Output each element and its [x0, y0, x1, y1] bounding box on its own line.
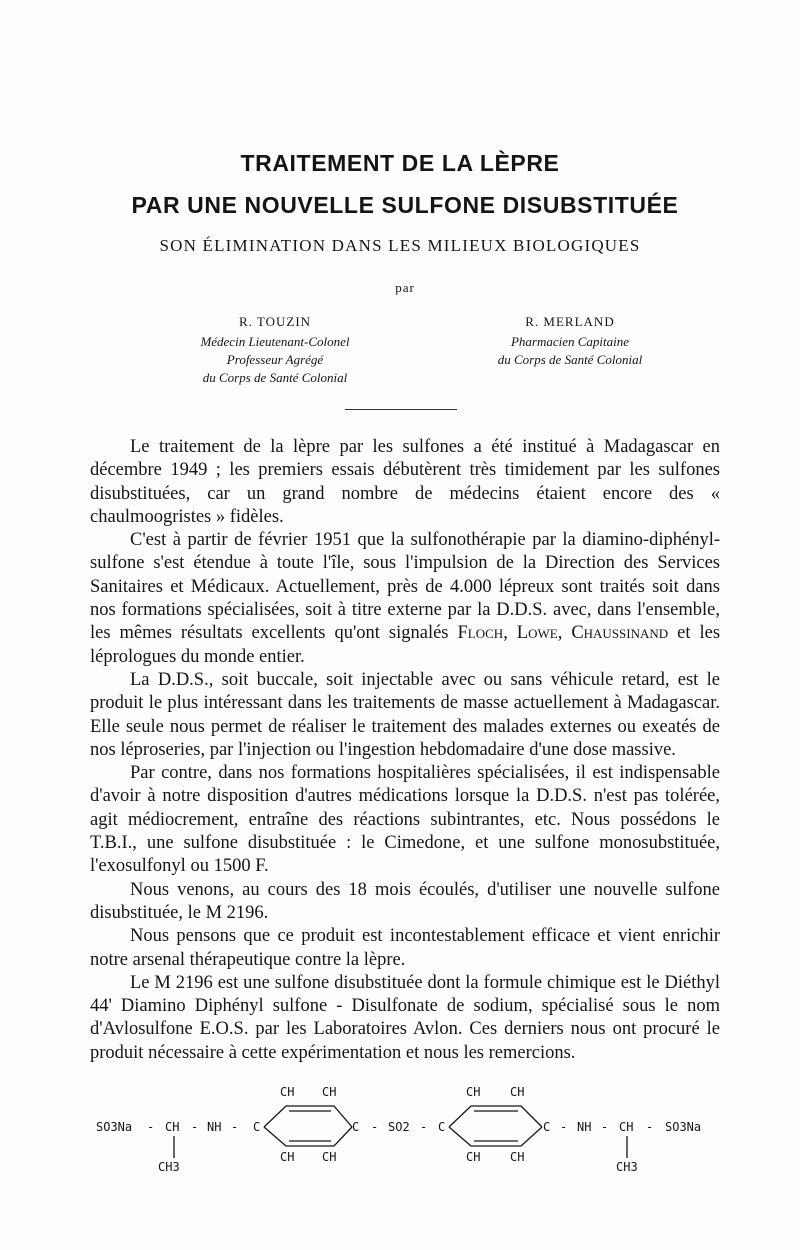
author-citation: Floch	[457, 623, 504, 644]
paragraph: Nous pensons que ce produit est incontestablement efficace et vient enrichir notre arsenal thérapeutique contre la lèpre.	[90, 926, 720, 970]
formula-dash: -	[601, 1120, 609, 1134]
author-role: du Corps de Santé Colonial	[202, 370, 348, 385]
formula-c: C	[253, 1120, 261, 1134]
paragraph-text: C'est à partir de février 1951 que la sulfonothérapie par la diamino-diphényl-sulfone s'est étendue à toute l'île, sous l'impulsion de la Direction des Services Sanitaires et Médicaux. Actuellement, près de 4.000 lépreux sont traités soit dans nos formations spécialisées, soit à titre externe par la D.D.S. avec, dans l'ensemble, les mêmes résultats excellents qu'ont signalés	[90, 530, 720, 644]
author-role: Professeur Agrégé	[226, 352, 324, 367]
paragraph: La D.D.S., soit buccale, soit injectable avec ou sans véhicule retard, est le produit le plus intéressant dans les traitements de masse actuellement à Madagascar. Elle seule nous permet de réaliser le traitement des malades externes ou exeatés de nos léproseries, par l'injection ou l'ingestion hebdomadaire d'une dose massive.	[90, 669, 720, 760]
formula-dash: -	[191, 1120, 199, 1134]
paragraph: Nous venons, au cours des 18 mois écoulés, d'utiliser une nouvelle sulfone disubstituée, le M 2196.	[90, 879, 720, 923]
formula-dash: -	[371, 1120, 379, 1134]
author-name: R. MERLAND	[525, 314, 615, 329]
author-citation: Chaussinand	[571, 623, 669, 644]
formula-so2: SO2	[388, 1120, 410, 1134]
author-role: du Corps de Santé Colonial	[497, 352, 643, 367]
formula-ch: CH	[165, 1120, 180, 1134]
formula-so3na-right: SO3Na	[665, 1120, 702, 1134]
formula-dash: -	[560, 1120, 568, 1134]
divider-rule	[345, 409, 457, 410]
title-line-2: PAR UNE NOUVELLE SULFONE DISUBSTITUÉE	[131, 192, 679, 218]
paragraph: C'est à partir de février 1951 que la sulfonothérapie par la diamino-diphényl-sulfone s'est étendue à toute l'île, sous l'impulsion de la Direction des Services Sanitaires et Médicaux. Actuellement, près de 4.000 lépreux sont traités soit dans nos formations spécialisées, soit à titre externe par la D.D.S. avec, dans l'ensemble, les mêmes résultats excellents qu'ont signalés Floch, Lowe, Chaussinand et les léprologues du monde entier.	[90, 530, 721, 667]
formula-dash: -	[147, 1120, 155, 1134]
title-line-1: TRAITEMENT DE LA LÈPRE	[240, 150, 560, 176]
by-line: par	[395, 280, 415, 295]
formula-ch: CH	[510, 1085, 525, 1099]
formula-dash: -	[646, 1120, 654, 1134]
formula-ch: CH	[322, 1085, 337, 1099]
paragraph-text: et les léprologues du monde entier.	[90, 623, 721, 667]
subtitle: SON ÉLIMINATION DANS LES MILIEUX BIOLOGIQUES	[159, 236, 641, 255]
article-body	[90, 436, 720, 1065]
author-citation: Lowe	[516, 623, 558, 644]
formula-ch3: CH3	[158, 1160, 180, 1174]
formula-ch: CH	[322, 1150, 337, 1164]
formula-c: C	[543, 1120, 551, 1134]
ring-bond	[449, 1106, 542, 1127]
formula-ch: CH	[466, 1085, 481, 1099]
formula-c: C	[352, 1120, 360, 1134]
ring-bond	[449, 1127, 542, 1146]
formula-ch: CH	[280, 1085, 295, 1099]
formula-ch: CH	[619, 1120, 634, 1134]
formula-dash: -	[420, 1120, 428, 1134]
author-role: Médecin Lieutenant-Colonel	[200, 334, 350, 349]
formula-ch: CH	[510, 1150, 525, 1164]
formula-so3na-left: SO3Na	[96, 1120, 133, 1134]
formula-c: C	[438, 1120, 446, 1134]
ring-bond	[264, 1106, 352, 1127]
paragraph: Par contre, dans nos formations hospitalières spécialisées, il est indispensable d'avoir à notre disposition d'autres médications lorsque la D.D.S. n'est pas tolérée, agit médiocrement, entraîne des réactions subintrantes, etc. Nous possédons le T.B.I., une sulfone disubstituée : le Cimedone, et une sulfone monosubstituée, l'exosulfonyl ou 1500 F.	[90, 763, 720, 877]
author-block-touzin	[135, 313, 415, 387]
paragraph: Le traitement de la lèpre par les sulfones a été institué à Madagascar en décembre 1949 ; les premiers essais débutèrent très timidement par les sulfones disubstituées, car un grand nombre de médecins étaient encore des « chaulmoogristes » fidèles.	[90, 437, 720, 527]
author-block-merland	[430, 313, 710, 369]
formula-ch: CH	[466, 1150, 481, 1164]
formula-ch3: CH3	[616, 1160, 638, 1174]
formula-ch: CH	[280, 1150, 295, 1164]
paragraph: Le M 2196 est une sulfone disubstituée dont la formule chimique est le Diéthyl 44' Diamino Diphényl sulfone - Disulfonate de sodium, spécialisé sous le nom d'Avlosulfone E.O.S. par les Laboratoires Avlon. Ces derniers nous ont procuré le produit nécessaire à cette expérimentation et nous les remercions.	[90, 972, 720, 1063]
author-name: R. TOUZIN	[238, 314, 312, 329]
formula-dash: -	[231, 1120, 239, 1134]
ring-bond	[264, 1127, 352, 1146]
chemical-formula	[90, 1082, 730, 1182]
formula-nh: NH	[207, 1120, 222, 1134]
author-role: Pharmacien Capitaine	[510, 334, 630, 349]
formula-nh: NH	[577, 1120, 592, 1134]
